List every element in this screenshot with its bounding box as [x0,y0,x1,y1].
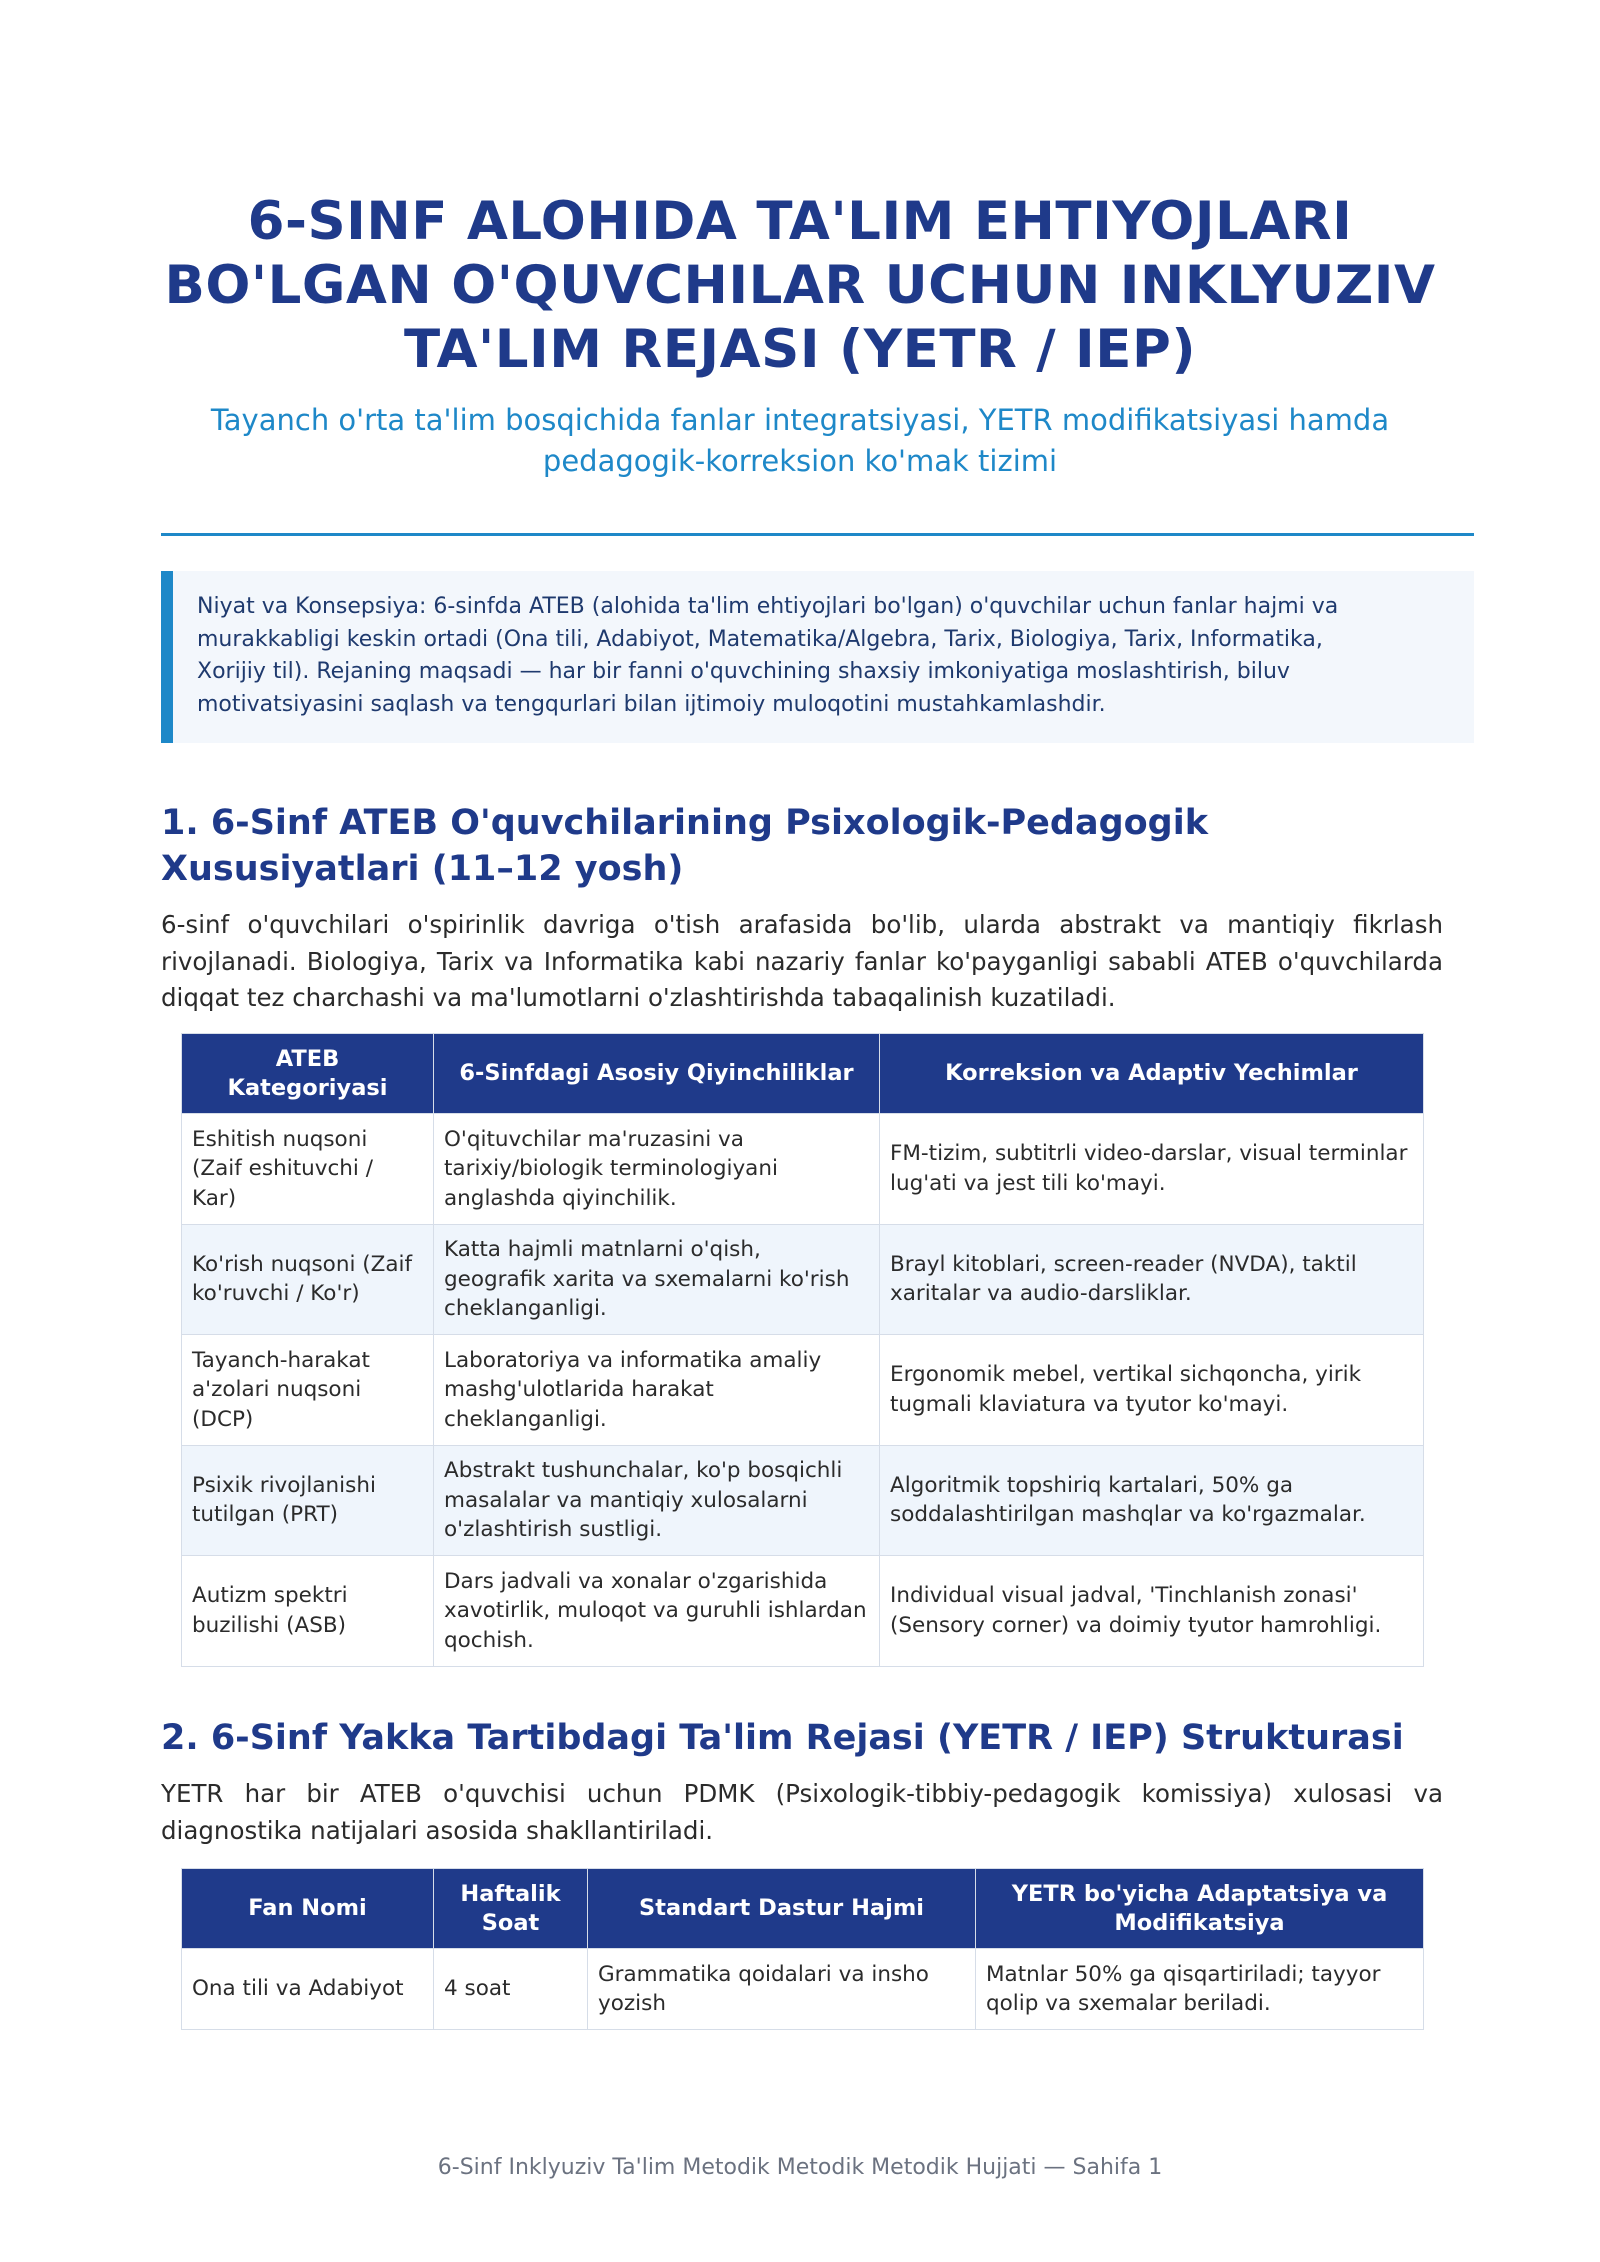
table-cell: Psixik rivojlanishi tutilgan (PRT) [182,1445,434,1556]
table-cell: O'qituvchilar ma'ruzasini va tarixiy/biologik terminologiyani anglashda qiyinchilik. [434,1114,880,1225]
subtitle-line: Tayanch o'rta ta'lim bosqichida fanlar integratsiyasi, YETR modifikatsiyasi hamda [210,403,1390,437]
table-row [182,1949,1424,2030]
header-cell: 6-Sinfdagi Asosiy Qiyinchiliklar [434,1034,880,1114]
heading-line: 1. 6-Sinf ATEB O'quvchilarining Psixologik-Pedagogik [161,803,1208,843]
callout-line: Niyat va Konsepsiya: 6-sinfda ATEB (alohida ta'lim ehtiyojlari bo'lgan) o'quvchilar uchun fanlar hajmi va [197,594,1339,619]
title-line: TA'LIM REJASI (YETR / IEP) [403,319,1197,380]
table-cell: Autizm spektri buzilishi (ASB) [182,1556,434,1667]
table-row [182,1445,1424,1556]
table-cell: Katta hajmli matnlarni o'qish, geografik xarita va sxemalarni ko'rish cheklanganligi. [434,1224,880,1335]
callout-line: motivatsiyasini saqlash va tengqurlari bilan ijtimoiy muloqotini mustahkamlashdir. [197,691,1106,717]
ateb-categories-table [181,1033,1424,1667]
table-cell: 4 soat [434,1949,588,2030]
table-cell: Grammatika qoidalari va insho yozish [588,1949,976,2030]
table-cell: Ergonomik mebel, vertikal sichqoncha, yirik tugmali klaviatura va tyutor ko'mayi. [880,1335,1424,1446]
subtitle-line: pedagogik-korreksion ko'mak tizimi [542,444,1058,478]
section-1-heading [161,800,1474,892]
table-cell: Algoritmik topshiriq kartalari, 50% ga soddalashtirilgan mashqlar va ko'rgazmalar. [880,1445,1424,1556]
table-cell: Ona tili va Adabiyot [182,1949,434,2030]
table-row [182,1114,1424,1225]
title-line: 6-SINF ALOHIDA TA'LIM EHTIYOJLARI [247,191,1353,252]
table-row [182,1556,1424,1667]
table-cell: Tayanch-harakat a'zolari nuqsoni (DCP) [182,1335,434,1446]
table-row [182,1335,1424,1446]
yetr-structure-table [181,1868,1424,2030]
table-header-row [182,1034,1424,1114]
callout-line: murakkabligi keskin ortadi (Ona tili, Adabiyot, Matematika/Algebra, Tarix, Biologiya, Tarix, Informatika, [197,626,1323,652]
table-cell: Individual visual jadval, 'Tinchlanish zonasi' (Sensory corner) va doimiy tyutor hamrohligi. [880,1556,1424,1667]
table-row [182,1224,1424,1335]
callout-line: Xorijiy til). Rejaning maqsadi — har bir fanni o'quvchining shaxsiy imkoniyatiga moslashtirish, biluv [197,659,1290,684]
table-cell: Abstrakt tushunchalar, ko'p bosqichli masalalar va mantiqiy xulosalarni o'zlashtirish sustligi. [434,1445,880,1556]
title-divider [161,533,1474,536]
section-2-heading: 2. 6-Sinf Yakka Tartibdagi Ta'lim Rejasi (YETR / IEP) Strukturasi [161,1718,1404,1758]
page-footer: 6-Sinf Inklyuziv Ta'lim Metodik Metodik Metodik Hujjati — Sahifa 1 [437,2155,1163,2180]
document-subtitle [150,400,1450,482]
header-cell: YETR bo'yicha Adaptatsiya va Modifikatsiya [976,1869,1424,1949]
header-cell: Haftalik Soat [434,1869,588,1949]
header-cell: Korreksion va Adaptiv Yechimlar [880,1034,1424,1114]
header-cell: Standart Dastur Hajmi [588,1869,976,1949]
title-line: BO'LGAN O'QUVCHILAR UCHUN INKLYUZIV [164,255,1436,316]
heading-line: Xususiyatlari (11–12 yosh) [161,849,684,889]
table-cell: Brayl kitoblari, screen-reader (NVDA), taktil xaritalar va audio-darsliklar. [880,1224,1424,1335]
table-header-row [182,1869,1424,1949]
section-2-paragraph: YETR har bir ATEB o'quvchisi uchun PDMK (Psixologik-tibbiy-pedagogik komissiya) xulosasi va diagnostika natijalari asosida shakllantiriladi. [161,1779,1443,1845]
table-cell: FM-tizim, subtitrli video-darslar, visual terminlar lug'ati va jest tili ko'mayi. [880,1114,1424,1225]
intent-callout [161,571,1474,743]
header-cell: Fan Nomi [182,1869,434,1949]
table-cell: Laboratoriya va informatika amaliy mashg'ulotlarida harakat cheklanganligi. [434,1335,880,1446]
section-1-paragraph: 6-sinf o'quvchilari o'spirinlik davriga o'tish arafasida bo'lib, ularda abstrakt va mantiqiy fikrlash rivojlanadi. Biologiya, Tarix va Informatika kabi nazariy fanlar ko'payganligi sababli ATEB o'quvchilarda diqqat tez charchashi va ma'lumotlarni o'zlashtirishda tabaqalinish kuzatiladi. [161,910,1443,1012]
table-cell: Ko'rish nuqsoni (Zaif ko'ruvchi / Ko'r) [182,1224,434,1335]
header-cell: ATEB Kategoriyasi [182,1034,434,1114]
document-title [150,190,1450,382]
table-cell: Matnlar 50% ga qisqartiriladi; tayyor qolip va sxemalar beriladi. [976,1949,1424,2030]
table-cell: Dars jadvali va xonalar o'zgarishida xavotirlik, muloqot va guruhli ishlardan qochish. [434,1556,880,1667]
table-cell: Eshitish nuqsoni (Zaif eshituvchi / Kar) [182,1114,434,1225]
